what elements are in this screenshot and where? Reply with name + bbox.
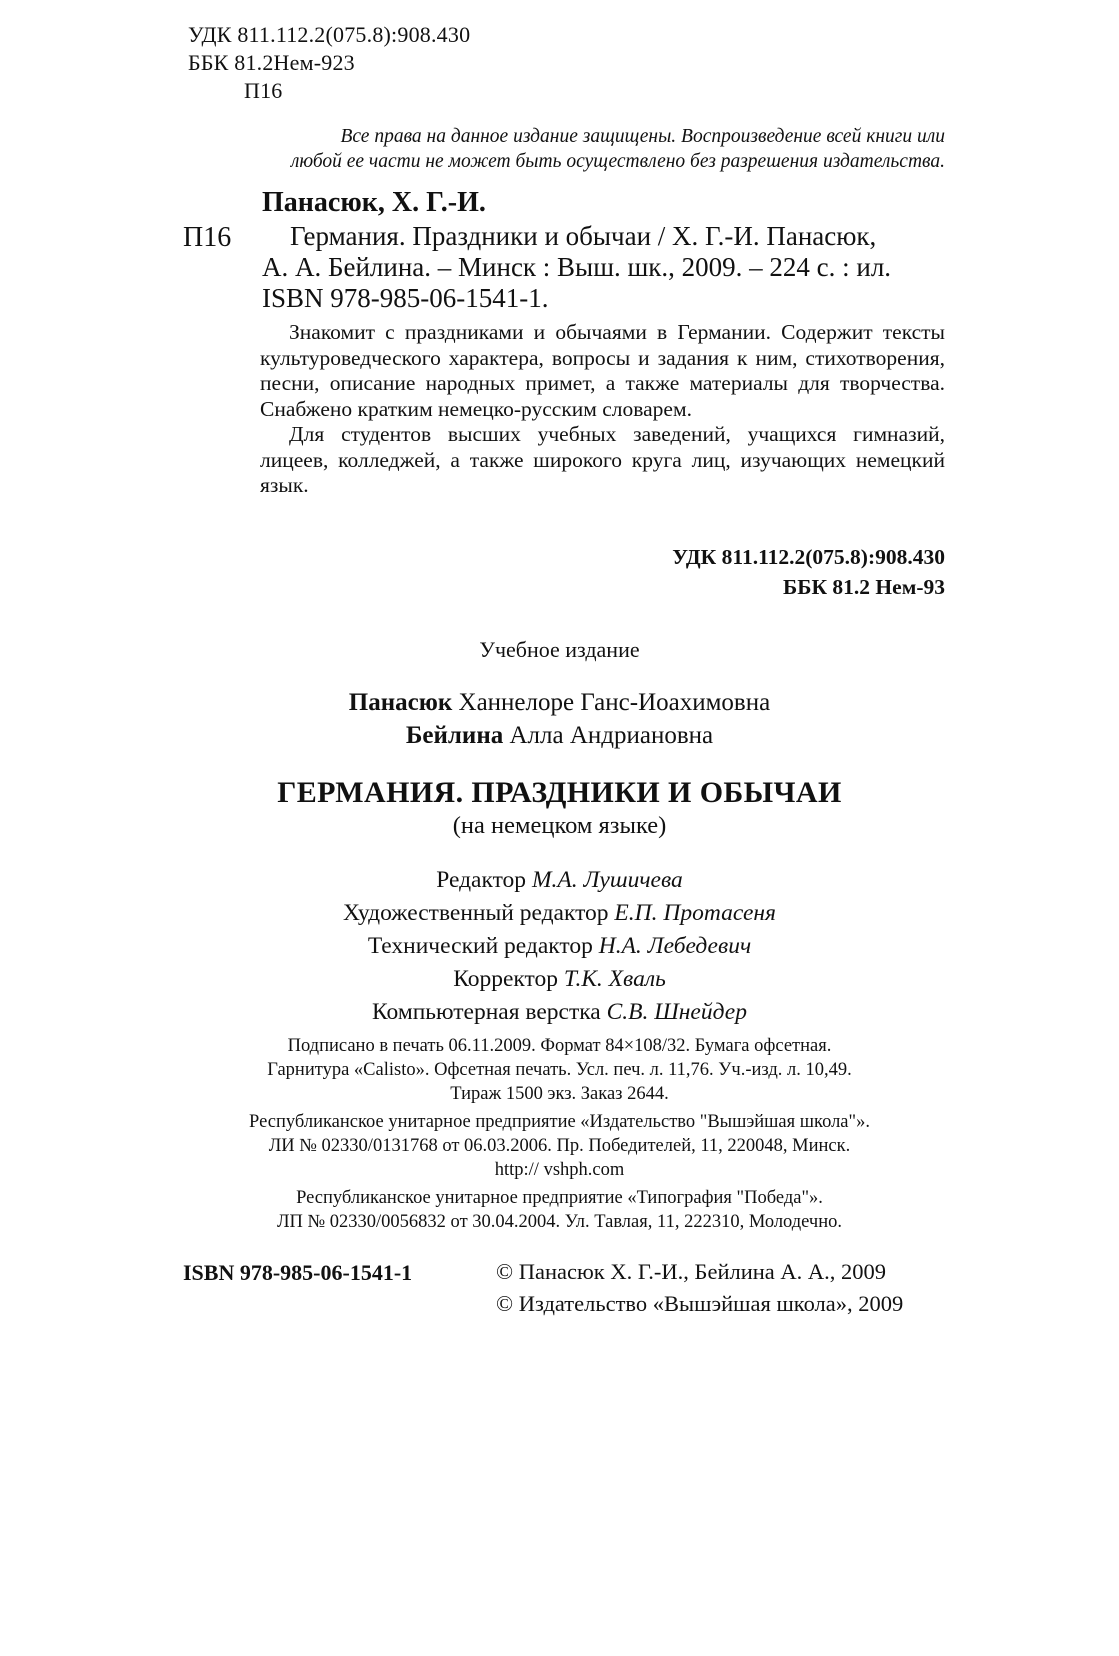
print-info-line-1: Подписано в печать 06.11.2009. Формат 84×108/32. Бумага офсетная. bbox=[287, 1036, 832, 1056]
publisher-line-2: ЛИ № 02330/0131768 от 06.03.2006. Пр. Победителей, 11, 220048, Минск. bbox=[268, 1136, 851, 1156]
staff-list bbox=[0, 864, 1119, 1029]
print-info bbox=[0, 1034, 1119, 1106]
card-isbn: ISBN 978-985-06-1541-1. bbox=[262, 283, 549, 313]
card-author-heading: Панасюк, Х. Г.-И. bbox=[262, 187, 486, 218]
staff-art-editor: Художественный редактор Е.П. Протасеня bbox=[343, 900, 776, 926]
author-1-name: Ханнелоре Ганс-Иоахимовна bbox=[458, 689, 771, 716]
rights-line-1: Все права на данное издание защищены. Воспроизведение всей книги или bbox=[340, 126, 945, 147]
author-2-name: Алла Андриановна bbox=[509, 722, 714, 749]
staff-editor: Редактор М.А. Лушичева bbox=[436, 867, 683, 893]
card-annotation bbox=[260, 320, 945, 499]
copyright-block bbox=[496, 1256, 903, 1320]
printer-info bbox=[0, 1186, 1119, 1234]
print-info-line-2: Гарнитура «Calisto». Офсетная печать. Усл. печ. л. 11,76. Уч.-изд. л. 10,49. bbox=[267, 1060, 852, 1080]
author-1-surname: Панасюк bbox=[348, 689, 453, 716]
book-subtitle: (на немецком языке) bbox=[452, 812, 667, 839]
author-2 bbox=[0, 722, 1119, 750]
card-publication-line: А. А. Бейлина. – Минск : Выш. шк., 2009. – 224 с. : ил. bbox=[262, 252, 892, 282]
card-title-line: Германия. Праздники и обычаи / Х. Г.-И. Панасюк, bbox=[290, 221, 877, 251]
author-mark-code: П16 bbox=[244, 78, 283, 103]
copyright-authors: © Панасюк Х. Г.-И., Бейлина А. А., 2009 bbox=[496, 1259, 887, 1284]
card-author-mark: П16 bbox=[183, 222, 232, 253]
printer-line-2: ЛП № 02330/0056832 от 30.04.2004. Ул. Тавлая, 11, 222310, Молодечно. bbox=[276, 1212, 843, 1232]
staff-tech-editor: Технический редактор Н.А. Лебедевич bbox=[367, 933, 752, 959]
edition-kind: Учебное издание bbox=[479, 637, 640, 662]
publisher-url: http:// vshph.com bbox=[494, 1160, 625, 1180]
annotation-paragraph-2: Для студентов высших учебных заведений, учащихся гимназий, лицеев, колледжей, а также широкого круга лиц, изучающих немецкий язык. bbox=[260, 422, 945, 497]
card-udk: УДК 811.112.2(075.8):908.430 bbox=[672, 545, 945, 569]
print-info-line-3: Тираж 1500 экз. Заказ 2644. bbox=[450, 1084, 669, 1104]
staff-layout: Компьютерная верстка С.В. Шнейдер bbox=[372, 999, 747, 1025]
staff-proofreader: Корректор Т.К. Хваль bbox=[453, 966, 666, 992]
rights-line-2: любой ее части не может быть осуществлено без разрешения издательства. bbox=[290, 151, 945, 172]
bbk-code: ББК 81.2Нем-923 bbox=[188, 50, 355, 75]
author-1 bbox=[0, 689, 1119, 717]
printer-line-1: Республиканское унитарное предприятие «Типография "Победа"». bbox=[296, 1188, 823, 1208]
publisher-line-1: Республиканское унитарное предприятие «Издательство "Вышэйшая школа"». bbox=[249, 1112, 870, 1132]
author-2-surname: Бейлина bbox=[405, 722, 504, 749]
imprint-isbn: ISBN 978-985-06-1541-1 bbox=[183, 1260, 413, 1285]
udk-code: УДК 811.112.2(075.8):908.430 bbox=[188, 22, 471, 47]
card-classification bbox=[672, 542, 945, 602]
annotation-paragraph-1: Знакомит с праздниками и обычаями в Германии. Содержит тексты культуроведческого характера, вопросы и задания к ним, стихотворения, песни, описание народных примет, а также материалы для творчества. Снабжено кратким немецко-русским словарем. bbox=[260, 320, 945, 421]
publisher-info bbox=[0, 1110, 1119, 1182]
copyright-publisher: © Издательство «Вышэйшая школа», 2009 bbox=[496, 1291, 904, 1316]
rights-notice bbox=[291, 126, 945, 173]
card-bbk: ББК 81.2 Нем-93 bbox=[783, 575, 945, 599]
book-title: ГЕРМАНИЯ. ПРАЗДНИКИ И ОБЫЧАИ bbox=[277, 776, 842, 809]
